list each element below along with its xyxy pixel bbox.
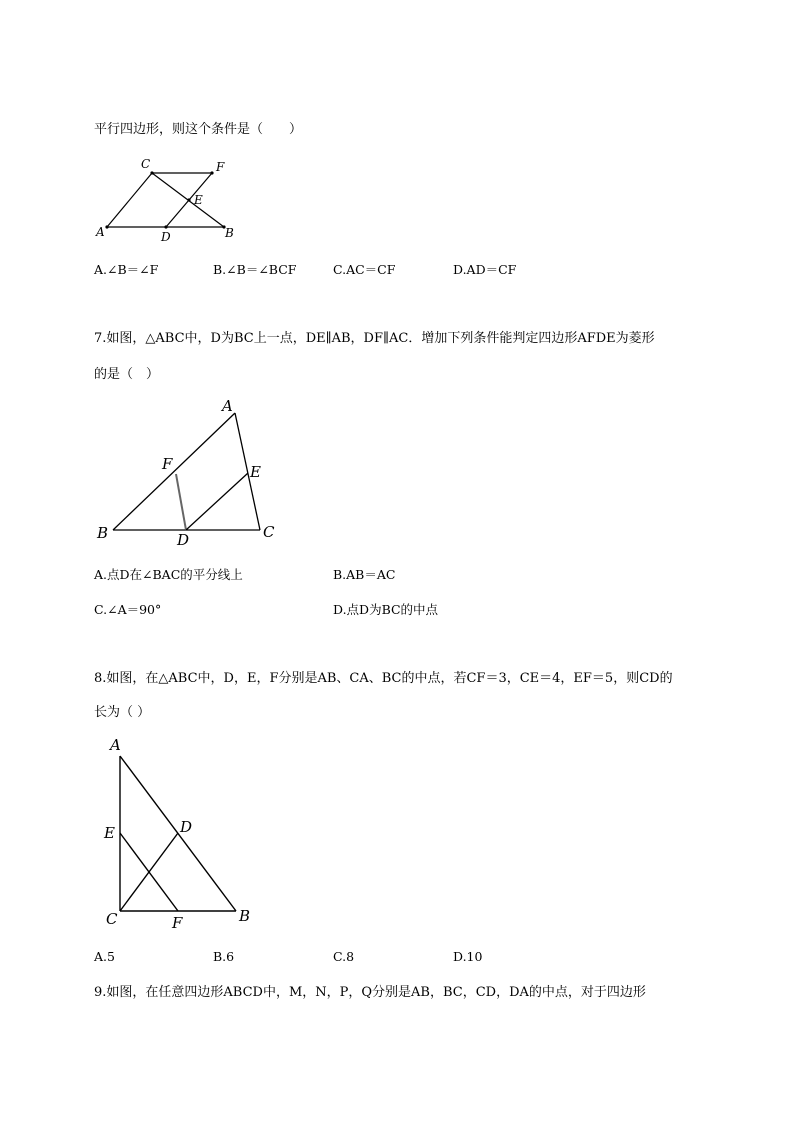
q7-label-e: E <box>250 463 261 481</box>
q9-stem-line1: 9.如图，在任意四边形ABCD中，M，N，P，Q分别是AB，BC，CD，DA的中点，对于四边形 <box>94 985 646 1000</box>
q8-label-d: D <box>180 818 193 836</box>
q6-option-b: B.∠B＝∠BCF <box>213 262 297 277</box>
q7-segment-ba <box>113 413 235 530</box>
q6-label-e: E <box>194 193 203 207</box>
q7-option-a: A.点D在∠BAC的平分线上 <box>94 567 243 582</box>
q6-option-a: A.∠B＝∠F <box>94 262 159 277</box>
q8-label-f: F <box>172 914 183 932</box>
q8-stem-line1: 8.如图，在△ABC中，D，E，F分别是AB、CA、BC的中点，若CF＝3，CE＝4，EF＝5，则CD的 <box>94 671 673 686</box>
q6-option-d: D.AD＝CF <box>453 262 517 277</box>
q8-stem-line2: 长为（ ） <box>94 705 151 720</box>
q8-option-a: A.5 <box>94 949 115 964</box>
q7-segment-de <box>186 473 248 530</box>
q7-segment-fd <box>176 474 186 530</box>
q8-figure <box>120 756 236 911</box>
q7-stem-line1: 7.如图，△ABC中，D为BC上一点，DE∥AB，DF∥AC．增加下列条件能判定四边形AFDE为菱形 <box>94 331 655 346</box>
q6-label-b: B <box>225 226 234 240</box>
q7-option-b: B.AB＝AC <box>333 567 396 582</box>
q7-label-f: F <box>162 455 173 473</box>
q8-label-a: A <box>110 736 121 754</box>
q6-label-d: D <box>161 230 171 244</box>
q6-option-c: C.AC＝CF <box>333 262 396 277</box>
q8-label-e: E <box>104 824 115 842</box>
q6-label-a: A <box>96 225 105 239</box>
q7-figure <box>113 413 260 530</box>
q8-label-c: C <box>106 910 118 928</box>
q8-label-b: B <box>239 907 251 925</box>
q7-label-d: D <box>177 531 190 549</box>
q7-label-a: A <box>222 397 233 415</box>
q6-label-f: F <box>216 160 225 174</box>
q8-option-d: D.10 <box>453 949 483 964</box>
q6-label-c: C <box>141 157 151 171</box>
q8-option-b: B.6 <box>213 949 235 964</box>
q7-stem-line2: 的是（ ） <box>94 367 160 382</box>
q8-option-c: C.8 <box>333 949 355 964</box>
q7-label-b: B <box>97 524 109 542</box>
q6-segment-ac <box>107 173 152 227</box>
q6-stem-tail: 平行四边形，则这个条件是（ ） <box>94 122 303 137</box>
q7-label-c: C <box>263 523 275 541</box>
q7-option-d: D.点D为BC的中点 <box>333 602 439 617</box>
q7-option-c: C.∠A＝90° <box>94 602 162 617</box>
